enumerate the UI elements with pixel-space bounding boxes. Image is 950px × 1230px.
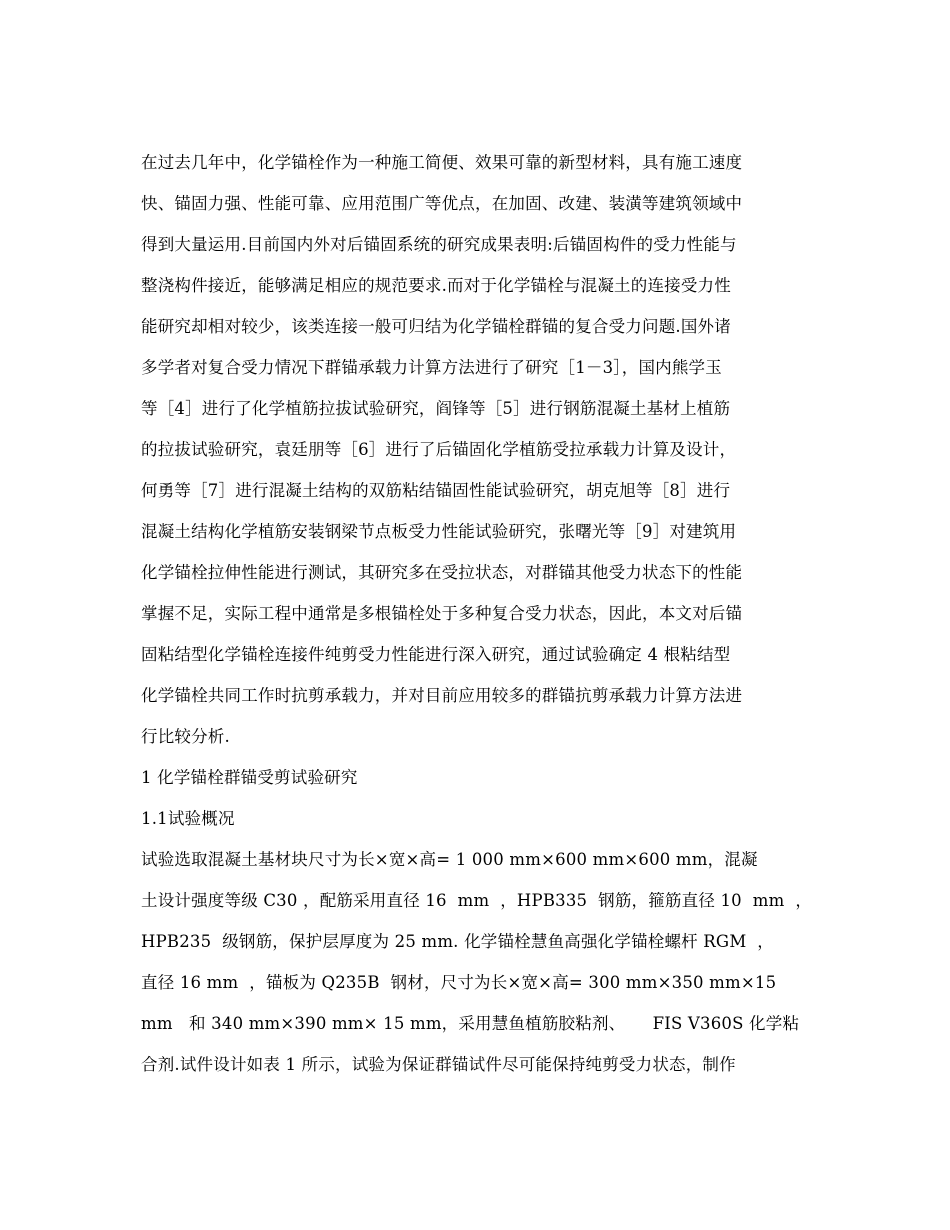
paragraph-intro-line: 固粘结型化学锚栓连接件纯剪受力性能进行深入研究，通过试验确定 4 根粘结型 [141,645,731,664]
paragraph-intro-line: 快、锚固力强、性能可靠、应用范围广等优点，在加固、改建、装潢等建筑领域中 [141,194,743,213]
paragraph-test-line: mm 和 340 mm×390 mm× 15 mm，采用慧鱼植筋胶粘剂、 FIS V360S 化学粘 [141,1014,800,1033]
paragraph-intro-line: 能研究却相对较少，该类连接一般可归结为化学锚栓群锚的复合受力问题.国外诸 [141,317,731,336]
paragraph-intro-line: 的拉拔试验研究，袁廷朋等［6］进行了后锚固化学植筋受拉承载力计算及设计， [141,440,737,459]
paragraph-test-line: 合剂.试件设计如表 1 所示，试验为保证群锚试件尽可能保持纯剪受力状态，制作 [141,1055,736,1074]
paragraph-intro-line: 化学锚栓拉伸性能进行测试，其研究多在受拉状态，对群锚其他受力状态下的性能 [141,563,743,582]
section-heading: 1 化学锚栓群锚受剪试验研究 [141,768,358,787]
paragraph-intro-line: 何勇等［7］进行混凝土结构的双筋粘结锚固性能试验研究，胡克旭等［8］进行 [141,481,731,500]
paragraph-intro-line: 行比较分析. [141,727,230,746]
paragraph-test-line: 试验选取混凝土基材块尺寸为长×宽×高= 1 000 mm×600 mm×600 mm，混凝 [141,850,758,869]
paragraph-intro-line: 多学者对复合受力情况下群锚承载力计算方法进行了研究［1－3］，国内熊学玉 [141,358,722,377]
paragraph-intro-line: 整浇构件接近，能够满足相应的规范要求.而对于化学锚栓与混凝土的连接受力性 [141,276,731,295]
paragraph-test-line: 土设计强度等级 C30 ，配筋采用直径 16 mm ，HPB335 钢筋，箍筋直径 10 mm ， [141,891,813,910]
paragraph-intro-line: 混凝土结构化学植筋安装钢梁节点板受力性能试验研究，张曙光等［9］对建筑用 [141,522,737,541]
paragraph-test-line: HPB235 级钢筋，保护层厚度为 25 mm. 化学锚栓慧鱼高强化学锚栓螺杆 RGM ， [141,932,774,951]
paragraph-intro-line: 在过去几年中，化学锚栓作为一种施工简便、效果可靠的新型材料，具有施工速度 [141,153,743,172]
paragraph-intro-line: 等［4］进行了化学植筋拉拔试验研究，阎锋等［5］进行钢筋混凝土基材上植筋 [141,399,731,418]
paragraph-intro-line: 化学锚栓共同工作时抗剪承载力，并对目前应用较多的群锚抗剪承载力计算方法进 [141,686,743,705]
paragraph-test-line: 直径 16 mm ，锚板为 Q235B 钢材，尺寸为长×宽×高= 300 mm×350 mm×15 [141,973,777,992]
paragraph-intro-line: 得到大量运用.目前国内外对后锚固系统的研究成果表明:后锚固构件的受力性能与 [141,235,737,254]
subsection-heading: 1.1试验概况 [141,809,235,828]
paragraph-intro-line: 掌握不足，实际工程中通常是多根锚栓处于多种复合受力状态，因此，本文对后锚 [141,604,743,623]
